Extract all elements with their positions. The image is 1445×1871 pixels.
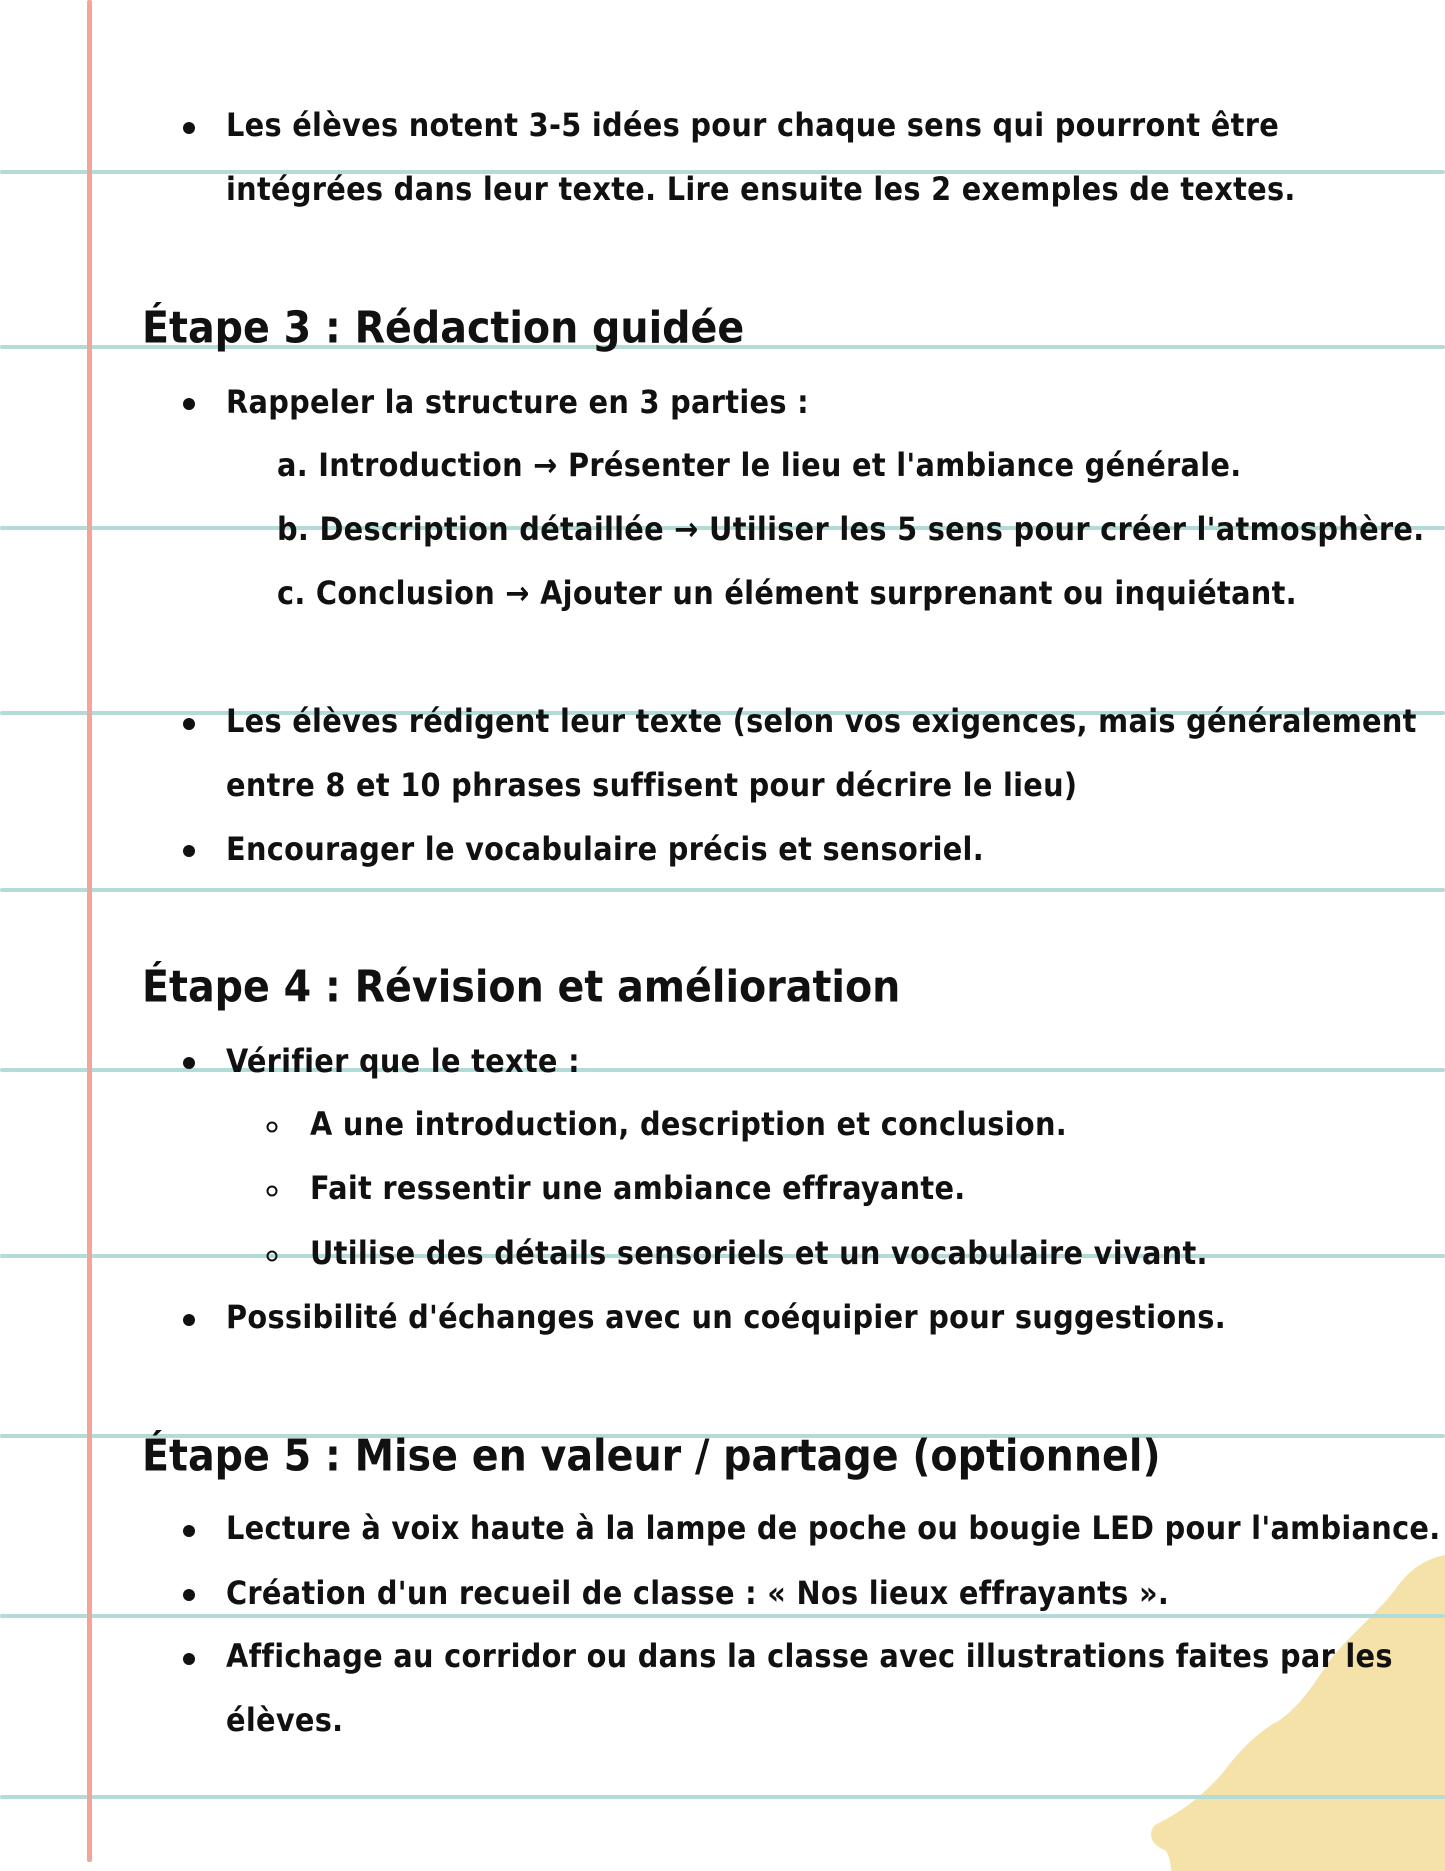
step5-bullet: Création d'un recueil de classe : « Nos lieux effrayants ». bbox=[226, 1574, 1170, 1612]
margin-line bbox=[87, 0, 92, 1862]
check-item: Utilise des détails sensoriels et un vocabulaire vivant. bbox=[310, 1234, 1208, 1272]
structure-part-a: a. Introduction → Présenter le lieu et l'ambiance générale. bbox=[277, 446, 1242, 484]
bullet-icon bbox=[183, 1589, 195, 1601]
bullet-icon bbox=[183, 1314, 195, 1326]
circle-bullet-icon bbox=[267, 1122, 278, 1133]
bullet-icon bbox=[183, 122, 195, 134]
step3-heading: Étape 3 : Rédaction guidée bbox=[142, 302, 745, 354]
bullet-icon bbox=[183, 1525, 195, 1537]
ruled-line bbox=[0, 1795, 1445, 1799]
step5-bullet: Lecture à voix haute à la lampe de poche ou bougie LED pour l'ambiance. bbox=[226, 1509, 1441, 1547]
step5-heading: Étape 5 : Mise en valeur / partage (optionnel) bbox=[142, 1430, 1161, 1482]
bullet-icon bbox=[183, 1057, 195, 1069]
step4-check-bullet: Vérifier que le texte : bbox=[226, 1042, 580, 1080]
structure-part-c: c. Conclusion → Ajouter un élément surprenant ou inquiétant. bbox=[277, 574, 1297, 612]
ruled-line bbox=[0, 888, 1445, 892]
intro-bullet-continued: intégrées dans leur texte. Lire ensuite les 2 exemples de textes. bbox=[226, 170, 1296, 208]
bullet-icon bbox=[183, 398, 195, 410]
blob-shape bbox=[1151, 1555, 1445, 1871]
circle-bullet-icon bbox=[267, 1251, 278, 1262]
step4-peer-bullet: Possibilité d'échanges avec un coéquipier pour suggestions. bbox=[226, 1298, 1226, 1336]
step3-vocab-bullet: Encourager le vocabulaire précis et sensoriel. bbox=[226, 830, 984, 868]
step3-structure-bullet: Rappeler la structure en 3 parties : bbox=[226, 383, 809, 421]
bullet-icon bbox=[183, 1653, 195, 1665]
ruled-line bbox=[0, 1614, 1445, 1618]
step4-heading: Étape 4 : Révision et amélioration bbox=[142, 961, 901, 1013]
intro-bullet: Les élèves notent 3-5 idées pour chaque sens qui pourront être bbox=[226, 106, 1280, 144]
bullet-icon bbox=[183, 845, 195, 857]
bullet-icon bbox=[183, 718, 195, 730]
ruled-line bbox=[0, 1068, 1445, 1072]
structure-part-b: b. Description détaillée → Utiliser les 5 sens pour créer l'atmosphère. bbox=[277, 510, 1425, 548]
step3-writing-bullet: Les élèves rédigent leur texte (selon vos exigences, mais généralement bbox=[226, 702, 1417, 740]
circle-bullet-icon bbox=[267, 1186, 278, 1197]
step5-bullet: Affichage au corridor ou dans la classe avec illustrations faites par les bbox=[226, 1637, 1393, 1675]
check-item: Fait ressentir une ambiance effrayante. bbox=[310, 1169, 966, 1207]
step5-bullet-continued: élèves. bbox=[226, 1701, 344, 1739]
step3-writing-bullet-continued: entre 8 et 10 phrases suffisent pour décrire le lieu) bbox=[226, 766, 1078, 804]
check-item: A une introduction, description et conclusion. bbox=[310, 1105, 1068, 1143]
